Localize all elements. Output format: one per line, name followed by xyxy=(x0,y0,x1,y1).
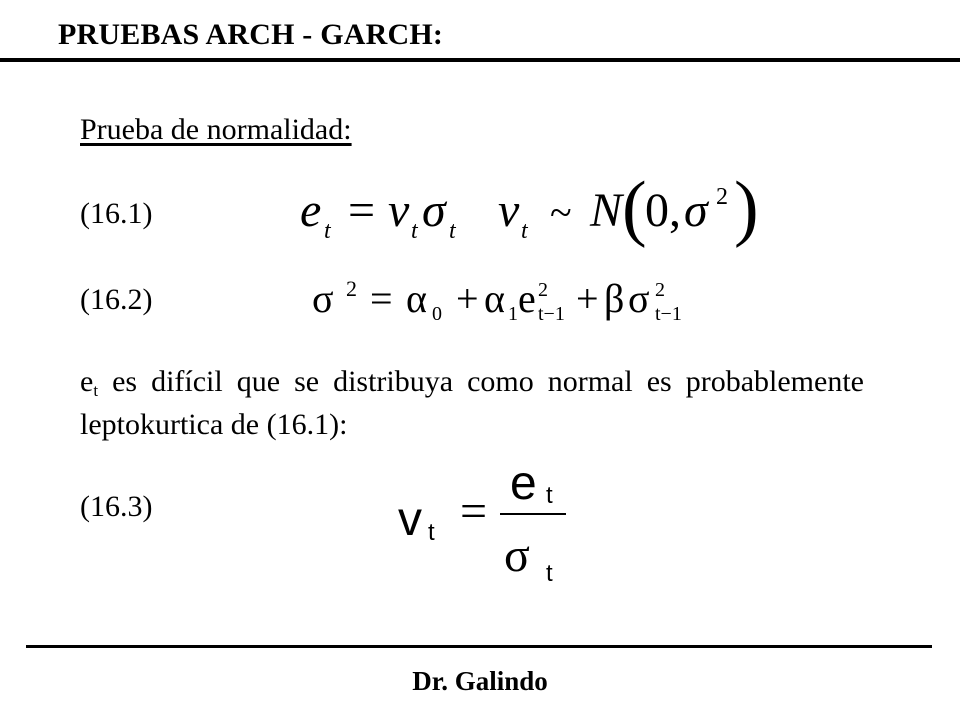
svg-text:t: t xyxy=(324,218,331,244)
normality-paragraph xyxy=(80,360,864,446)
svg-text:σ: σ xyxy=(684,184,708,237)
svg-text:=: = xyxy=(348,184,376,237)
svg-text:α: α xyxy=(484,276,505,321)
svg-text:=: = xyxy=(460,485,488,538)
svg-text:σ: σ xyxy=(422,184,446,237)
svg-text:t: t xyxy=(411,218,418,244)
svg-text:α: α xyxy=(406,276,427,321)
svg-text:t−1: t−1 xyxy=(655,303,682,325)
svg-text:v: v xyxy=(398,493,422,546)
svg-text:N: N xyxy=(590,184,623,237)
svg-text:0: 0 xyxy=(432,303,442,325)
svg-text:t−1: t−1 xyxy=(538,303,565,325)
variable-subscript: t xyxy=(93,381,99,400)
svg-text:t: t xyxy=(546,560,553,587)
footer-divider xyxy=(26,645,932,648)
variable-e: e xyxy=(80,365,94,398)
equation-label-16-2: (16.2) xyxy=(80,283,153,316)
svg-text:e: e xyxy=(518,276,536,321)
equation-16-1 xyxy=(300,168,760,248)
svg-text:β: β xyxy=(604,276,625,321)
svg-text:σ: σ xyxy=(504,529,530,582)
page-title: PRUEBAS ARCH - GARCH: xyxy=(58,18,444,51)
section-subtitle: Prueba de normalidad: xyxy=(80,113,352,146)
svg-text:1: 1 xyxy=(508,303,518,325)
svg-text:v: v xyxy=(388,184,410,237)
svg-text:e: e xyxy=(510,457,537,510)
svg-text:t: t xyxy=(521,218,528,244)
equation-16-2 xyxy=(312,272,732,332)
svg-text:v: v xyxy=(498,184,520,237)
svg-text:0,: 0, xyxy=(645,184,681,237)
svg-text:2: 2 xyxy=(716,184,728,210)
svg-text:e: e xyxy=(300,184,322,237)
svg-text:t: t xyxy=(449,218,456,244)
svg-text:t: t xyxy=(546,482,553,509)
paragraph-text: es difícil que se distribuya como normal es probablemente leptokurtica de (16.1): xyxy=(80,365,864,441)
svg-text:σ: σ xyxy=(312,276,334,321)
svg-text:2: 2 xyxy=(538,279,548,301)
svg-text:=: = xyxy=(370,276,393,321)
svg-text:σ: σ xyxy=(628,276,650,321)
svg-text:+: + xyxy=(576,276,599,321)
footer-author: Dr. Galindo xyxy=(412,666,548,696)
svg-text:~: ~ xyxy=(550,190,572,235)
svg-text:2: 2 xyxy=(655,279,665,301)
equation-label-16-1: (16.1) xyxy=(80,197,153,230)
header-divider xyxy=(0,58,960,62)
equation-16-3 xyxy=(392,455,592,595)
svg-text:t: t xyxy=(428,519,435,546)
svg-text:2: 2 xyxy=(346,276,357,301)
svg-text:(: ( xyxy=(622,167,647,249)
svg-text:): ) xyxy=(734,167,759,249)
equation-label-16-3: (16.3) xyxy=(80,490,153,523)
svg-text:+: + xyxy=(456,276,479,321)
